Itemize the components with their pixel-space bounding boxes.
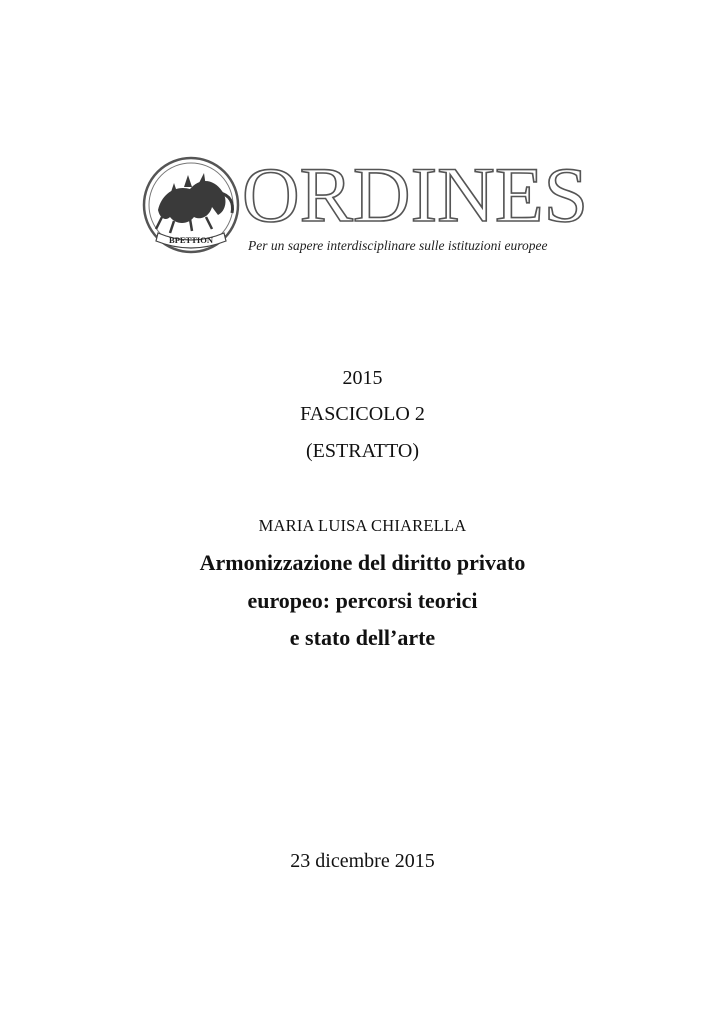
article-title-line-3: e stato dell’arte — [289, 625, 436, 650]
journal-header — [140, 155, 600, 265]
article-title-line-2: europeo: percorsi teorici — [247, 588, 478, 613]
journal-wordmark — [242, 155, 592, 235]
issue-year: 2015 — [342, 367, 383, 389]
issue-fascicolo: FASCICOLO 2 — [300, 403, 425, 425]
seal-text: BPETTION — [169, 235, 213, 245]
article-title-line-1: Armonizzazione del diritto privato — [199, 550, 526, 575]
journal-name: ORDINES — [242, 155, 588, 235]
issue-estratto: (ESTRATTO) — [306, 440, 419, 462]
journal-seal-logo — [140, 155, 246, 255]
publication-date: 23 dicembre 2015 — [290, 850, 435, 872]
article-author: MARIA LUISA CHIARELLA — [258, 516, 467, 535]
journal-tagline: Per un sapere interdisciplinare sulle istituzioni europee — [248, 238, 548, 253]
